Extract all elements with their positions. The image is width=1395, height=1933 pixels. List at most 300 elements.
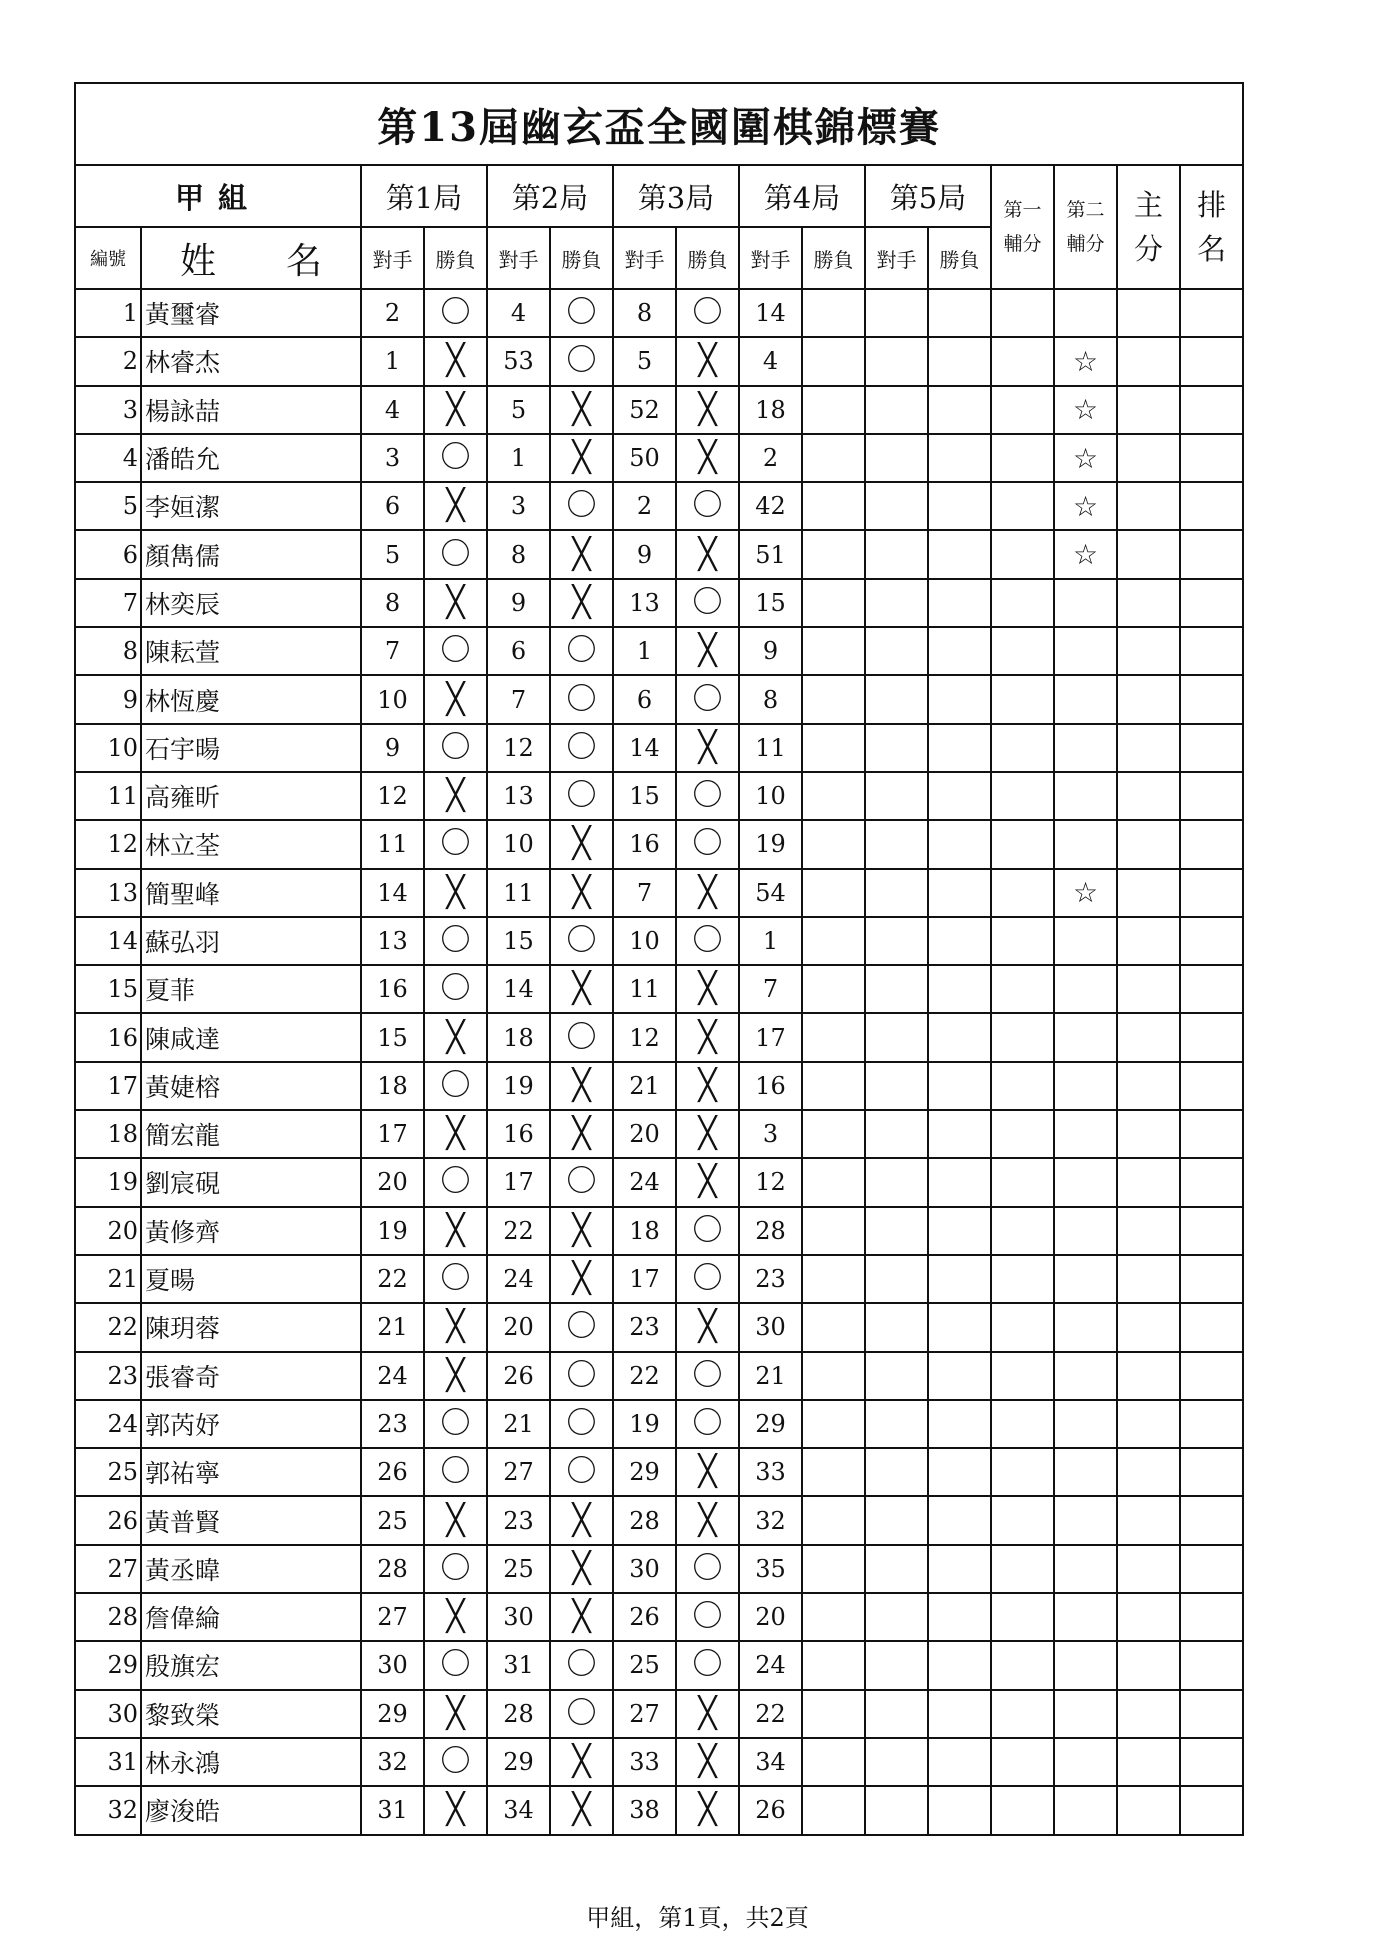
opponent-cell: 8 — [361, 579, 424, 627]
result-cell: 〇 — [676, 772, 739, 820]
player-number: 13 — [75, 869, 141, 917]
main-score-cell — [1117, 1400, 1180, 1448]
tiebreak-2-cell — [1054, 724, 1117, 772]
opponent-cell: 34 — [739, 1738, 802, 1786]
opponent-cell: 16 — [613, 820, 676, 868]
main-score-cell — [1117, 675, 1180, 723]
rank-cell — [1180, 1400, 1243, 1448]
player-number: 4 — [75, 434, 141, 482]
opponent-cell: 7 — [739, 965, 802, 1013]
result-cell: 〇 — [424, 965, 487, 1013]
result-cell: 〇 — [550, 1641, 613, 1689]
result-cell: ╳ — [550, 530, 613, 578]
opponent-cell: 16 — [487, 1110, 550, 1158]
main-score-cell — [1117, 1786, 1180, 1834]
main-score-cell — [1117, 1303, 1180, 1351]
tiebreak-1-cell — [991, 627, 1054, 675]
tiebreak-2-cell — [1054, 1448, 1117, 1496]
result-cell — [928, 1207, 991, 1255]
opponent-cell: 34 — [487, 1786, 550, 1834]
tiebreak-2-cell — [1054, 1641, 1117, 1689]
result-cell: ╳ — [550, 965, 613, 1013]
opponent-cell — [865, 724, 928, 772]
player-number: 10 — [75, 724, 141, 772]
opponent-cell — [865, 1786, 928, 1834]
tiebreak-2-cell — [1054, 1593, 1117, 1641]
tiebreak-2-cell — [1054, 1786, 1117, 1834]
tiebreak-2-cell — [1054, 1352, 1117, 1400]
player-name: 簡聖峰 — [141, 869, 361, 917]
opponent-cell: 23 — [613, 1303, 676, 1351]
tiebreak-1-cell — [991, 1593, 1054, 1641]
main-score-cell — [1117, 434, 1180, 482]
result-cell — [802, 1303, 865, 1351]
opponent-cell — [865, 386, 928, 434]
result-cell: ╳ — [424, 869, 487, 917]
opponent-cell — [865, 1690, 928, 1738]
result-cell — [928, 1496, 991, 1544]
player-name: 林永鴻 — [141, 1738, 361, 1786]
opponent-cell: 26 — [739, 1786, 802, 1834]
opponent-header: 對手 — [361, 227, 424, 289]
opponent-cell: 27 — [613, 1690, 676, 1738]
player-name: 黎致榮 — [141, 1690, 361, 1738]
main-score-header: 主 分 — [1117, 165, 1180, 289]
opponent-cell: 12 — [487, 724, 550, 772]
player-number: 31 — [75, 1738, 141, 1786]
table-row — [75, 289, 1243, 337]
result-cell: 〇 — [424, 1158, 487, 1206]
round-5-header: 第5局 — [865, 165, 991, 227]
tiebreak-1-cell — [991, 1448, 1054, 1496]
player-name: 李姮潔 — [141, 482, 361, 530]
player-number: 29 — [75, 1641, 141, 1689]
result-cell: ╳ — [676, 1110, 739, 1158]
table-row — [75, 965, 1243, 1013]
player-number: 27 — [75, 1545, 141, 1593]
rank-cell — [1180, 434, 1243, 482]
main-score-cell — [1117, 1158, 1180, 1206]
result-cell — [928, 675, 991, 723]
result-cell: 〇 — [676, 675, 739, 723]
opponent-cell — [865, 1255, 928, 1303]
opponent-cell: 17 — [739, 1013, 802, 1061]
rank-cell — [1180, 917, 1243, 965]
opponent-cell: 13 — [613, 579, 676, 627]
opponent-cell — [865, 530, 928, 578]
tiebreak-1-cell — [991, 1641, 1054, 1689]
opponent-cell: 26 — [613, 1593, 676, 1641]
tiebreak-1-cell — [991, 820, 1054, 868]
tiebreak-1-cell — [991, 869, 1054, 917]
opponent-cell: 26 — [361, 1448, 424, 1496]
opponent-cell: 14 — [739, 289, 802, 337]
result-cell — [928, 1110, 991, 1158]
result-cell: ╳ — [550, 386, 613, 434]
player-name: 蘇弘羽 — [141, 917, 361, 965]
player-number: 20 — [75, 1207, 141, 1255]
opponent-cell: 22 — [613, 1352, 676, 1400]
result-cell: ╳ — [424, 1352, 487, 1400]
opponent-cell: 14 — [361, 869, 424, 917]
table-row — [75, 1400, 1243, 1448]
result-cell — [928, 965, 991, 1013]
tiebreak-1-cell — [991, 337, 1054, 385]
rank-cell — [1180, 1062, 1243, 1110]
result-cell: ╳ — [676, 1448, 739, 1496]
result-cell: 〇 — [424, 1062, 487, 1110]
table-row — [75, 1448, 1243, 1496]
opponent-cell: 50 — [613, 434, 676, 482]
tiebreak-2-cell — [1054, 579, 1117, 627]
result-cell — [802, 1158, 865, 1206]
opponent-cell: 31 — [361, 1786, 424, 1834]
result-cell: ╳ — [676, 386, 739, 434]
main-score-cell — [1117, 1207, 1180, 1255]
result-cell — [928, 1158, 991, 1206]
tiebreak-2-cell: ☆ — [1054, 482, 1117, 530]
opponent-cell: 7 — [361, 627, 424, 675]
opponent-cell — [865, 1062, 928, 1110]
result-header: 勝負 — [802, 227, 865, 289]
tiebreak-2-cell — [1054, 917, 1117, 965]
opponent-cell — [865, 869, 928, 917]
opponent-cell: 22 — [487, 1207, 550, 1255]
opponent-cell — [865, 772, 928, 820]
opponent-cell: 10 — [361, 675, 424, 723]
result-cell — [802, 1786, 865, 1834]
opponent-cell: 11 — [361, 820, 424, 868]
result-cell — [928, 1013, 991, 1061]
opponent-cell: 26 — [487, 1352, 550, 1400]
opponent-cell: 11 — [613, 965, 676, 1013]
opponent-cell: 20 — [613, 1110, 676, 1158]
tiebreak-1-cell — [991, 1496, 1054, 1544]
table-row — [75, 1496, 1243, 1544]
result-cell: 〇 — [550, 1352, 613, 1400]
opponent-cell: 19 — [739, 820, 802, 868]
result-cell — [928, 627, 991, 675]
opponent-cell: 7 — [613, 869, 676, 917]
table-row — [75, 1593, 1243, 1641]
rank-cell — [1180, 1738, 1243, 1786]
player-number: 24 — [75, 1400, 141, 1448]
opponent-header: 對手 — [739, 227, 802, 289]
opponent-cell — [865, 1303, 928, 1351]
opponent-cell: 25 — [361, 1496, 424, 1544]
result-cell: ╳ — [424, 1207, 487, 1255]
tiebreak-1-cell — [991, 965, 1054, 1013]
result-cell: 〇 — [550, 675, 613, 723]
table-row — [75, 434, 1243, 482]
tiebreak-2-cell — [1054, 1207, 1117, 1255]
tiebreak-1-cell — [991, 1400, 1054, 1448]
opponent-cell: 31 — [487, 1641, 550, 1689]
tiebreak-2-cell — [1054, 1255, 1117, 1303]
opponent-cell — [865, 675, 928, 723]
opponent-cell: 9 — [613, 530, 676, 578]
tiebreak-2-cell — [1054, 1013, 1117, 1061]
tiebreak-2-cell — [1054, 1303, 1117, 1351]
opponent-cell: 21 — [487, 1400, 550, 1448]
opponent-cell: 10 — [613, 917, 676, 965]
result-cell — [928, 1303, 991, 1351]
tiebreak-2-cell — [1054, 1690, 1117, 1738]
rank-cell — [1180, 1303, 1243, 1351]
opponent-cell: 2 — [613, 482, 676, 530]
result-cell — [928, 530, 991, 578]
table-row — [75, 1641, 1243, 1689]
opponent-cell: 8 — [739, 675, 802, 723]
rank-cell — [1180, 1641, 1243, 1689]
rank-cell — [1180, 772, 1243, 820]
player-name: 黃璽睿 — [141, 289, 361, 337]
result-cell — [928, 1062, 991, 1110]
result-cell — [802, 482, 865, 530]
result-cell — [802, 1110, 865, 1158]
tiebreak-2-cell: ☆ — [1054, 530, 1117, 578]
result-cell: 〇 — [550, 1303, 613, 1351]
result-cell: 〇 — [424, 627, 487, 675]
round-2-header: 第2局 — [487, 165, 613, 227]
result-cell — [802, 337, 865, 385]
tiebreak-2-cell: ☆ — [1054, 869, 1117, 917]
result-cell: 〇 — [550, 1448, 613, 1496]
result-cell: ╳ — [676, 1496, 739, 1544]
result-cell — [928, 1255, 991, 1303]
table-row — [75, 627, 1243, 675]
result-cell: 〇 — [676, 482, 739, 530]
table-row — [75, 530, 1243, 578]
main-score-cell — [1117, 1545, 1180, 1593]
opponent-cell — [865, 965, 928, 1013]
main-score-cell — [1117, 724, 1180, 772]
result-cell — [802, 965, 865, 1013]
player-name: 楊詠喆 — [141, 386, 361, 434]
opponent-cell: 29 — [739, 1400, 802, 1448]
tournament-title: 第13屆幽玄盃全國圍棋錦標賽 — [75, 83, 1243, 165]
result-cell: ╳ — [424, 337, 487, 385]
opponent-cell: 32 — [739, 1496, 802, 1544]
opponent-cell: 15 — [487, 917, 550, 965]
tiebreak-1-cell — [991, 1110, 1054, 1158]
opponent-cell: 2 — [361, 289, 424, 337]
rank-cell — [1180, 1690, 1243, 1738]
opponent-cell: 5 — [613, 337, 676, 385]
opponent-cell: 16 — [361, 965, 424, 1013]
opponent-cell: 15 — [361, 1013, 424, 1061]
opponent-cell: 21 — [739, 1352, 802, 1400]
player-rows — [75, 289, 1243, 1835]
group-label: 甲組 — [75, 165, 361, 227]
table-row — [75, 1786, 1243, 1834]
opponent-cell: 52 — [613, 386, 676, 434]
player-name: 夏暘 — [141, 1255, 361, 1303]
tiebreak-1-cell — [991, 1352, 1054, 1400]
result-cell: ╳ — [424, 386, 487, 434]
opponent-cell: 9 — [361, 724, 424, 772]
result-cell — [928, 772, 991, 820]
main-score-cell — [1117, 386, 1180, 434]
opponent-cell: 32 — [361, 1738, 424, 1786]
opponent-cell: 22 — [739, 1690, 802, 1738]
opponent-cell: 18 — [613, 1207, 676, 1255]
player-number: 2 — [75, 337, 141, 385]
table-row — [75, 724, 1243, 772]
tiebreak-2-cell — [1054, 1158, 1117, 1206]
player-number: 6 — [75, 530, 141, 578]
player-name: 林恆慶 — [141, 675, 361, 723]
result-cell: 〇 — [424, 530, 487, 578]
opponent-cell — [865, 579, 928, 627]
player-name: 夏菲 — [141, 965, 361, 1013]
main-score-cell — [1117, 965, 1180, 1013]
player-name: 潘皓允 — [141, 434, 361, 482]
result-cell — [802, 1738, 865, 1786]
table-row — [75, 1013, 1243, 1061]
tiebreak-2-cell — [1054, 1545, 1117, 1593]
result-cell — [928, 337, 991, 385]
tiebreak-1-cell — [991, 1690, 1054, 1738]
opponent-cell: 19 — [487, 1062, 550, 1110]
opponent-header: 對手 — [613, 227, 676, 289]
result-cell: 〇 — [550, 627, 613, 675]
opponent-cell: 5 — [487, 386, 550, 434]
player-name: 簡宏龍 — [141, 1110, 361, 1158]
player-name: 顏雋儒 — [141, 530, 361, 578]
player-number: 32 — [75, 1786, 141, 1834]
result-cell — [928, 1786, 991, 1834]
result-cell — [928, 1400, 991, 1448]
result-cell — [802, 772, 865, 820]
opponent-cell: 4 — [739, 337, 802, 385]
player-number: 28 — [75, 1593, 141, 1641]
opponent-cell: 20 — [487, 1303, 550, 1351]
result-cell — [928, 579, 991, 627]
rank-cell — [1180, 579, 1243, 627]
opponent-cell: 3 — [361, 434, 424, 482]
result-cell — [802, 1062, 865, 1110]
opponent-cell: 3 — [487, 482, 550, 530]
opponent-cell — [865, 627, 928, 675]
tiebreak-2-cell — [1054, 965, 1117, 1013]
result-cell: 〇 — [550, 772, 613, 820]
table-row — [75, 1545, 1243, 1593]
result-cell — [928, 1738, 991, 1786]
table-row — [75, 482, 1243, 530]
main-score-cell — [1117, 1496, 1180, 1544]
tiebreak-1-cell — [991, 917, 1054, 965]
player-number: 14 — [75, 917, 141, 965]
tiebreak-1-cell — [991, 530, 1054, 578]
result-cell — [802, 724, 865, 772]
opponent-cell: 27 — [361, 1593, 424, 1641]
result-cell: ╳ — [424, 1496, 487, 1544]
opponent-cell: 9 — [487, 579, 550, 627]
player-name: 黃婕榕 — [141, 1062, 361, 1110]
result-cell: ╳ — [550, 820, 613, 868]
tiebreak-1-cell — [991, 1207, 1054, 1255]
result-cell: ╳ — [676, 1062, 739, 1110]
player-number: 22 — [75, 1303, 141, 1351]
result-cell: 〇 — [676, 1545, 739, 1593]
rank-cell — [1180, 337, 1243, 385]
result-cell: 〇 — [424, 434, 487, 482]
result-cell — [802, 434, 865, 482]
opponent-cell: 24 — [739, 1641, 802, 1689]
result-cell: 〇 — [424, 1255, 487, 1303]
main-score-cell — [1117, 482, 1180, 530]
result-cell: ╳ — [550, 1255, 613, 1303]
name-header: 姓 名 — [141, 227, 361, 289]
result-cell — [802, 1352, 865, 1400]
result-cell: 〇 — [550, 1400, 613, 1448]
result-cell: ╳ — [676, 965, 739, 1013]
player-number: 16 — [75, 1013, 141, 1061]
result-cell — [802, 1641, 865, 1689]
result-cell — [802, 1690, 865, 1738]
opponent-cell: 24 — [613, 1158, 676, 1206]
opponent-cell: 20 — [739, 1593, 802, 1641]
tiebreak-1-header: 第一 輔分 — [991, 165, 1054, 289]
result-cell: 〇 — [676, 917, 739, 965]
player-number: 17 — [75, 1062, 141, 1110]
opponent-cell: 33 — [613, 1738, 676, 1786]
opponent-cell: 10 — [739, 772, 802, 820]
result-cell: ╳ — [676, 530, 739, 578]
tiebreak-1-cell — [991, 1786, 1054, 1834]
main-score-cell — [1117, 869, 1180, 917]
result-cell — [928, 820, 991, 868]
opponent-cell: 15 — [739, 579, 802, 627]
result-cell — [802, 820, 865, 868]
opponent-header: 對手 — [865, 227, 928, 289]
result-cell — [928, 1593, 991, 1641]
opponent-cell: 8 — [487, 530, 550, 578]
opponent-cell: 28 — [613, 1496, 676, 1544]
opponent-cell: 21 — [613, 1062, 676, 1110]
opponent-cell: 28 — [739, 1207, 802, 1255]
tiebreak-2-header: 第二 輔分 — [1054, 165, 1117, 289]
result-cell — [928, 1690, 991, 1738]
opponent-cell: 4 — [487, 289, 550, 337]
result-cell: ╳ — [676, 1738, 739, 1786]
result-cell: ╳ — [676, 1303, 739, 1351]
main-score-cell — [1117, 337, 1180, 385]
result-cell — [802, 1448, 865, 1496]
result-cell: ╳ — [550, 1496, 613, 1544]
player-number: 1 — [75, 289, 141, 337]
table-row — [75, 1110, 1243, 1158]
result-cell: 〇 — [424, 289, 487, 337]
tiebreak-1-cell — [991, 1255, 1054, 1303]
result-cell — [802, 579, 865, 627]
opponent-cell — [865, 917, 928, 965]
result-cell: ╳ — [550, 1110, 613, 1158]
opponent-cell: 20 — [361, 1158, 424, 1206]
result-cell: ╳ — [424, 1303, 487, 1351]
player-number: 7 — [75, 579, 141, 627]
main-score-cell — [1117, 1062, 1180, 1110]
result-cell: 〇 — [676, 1255, 739, 1303]
player-name: 詹偉綸 — [141, 1593, 361, 1641]
opponent-cell: 9 — [739, 627, 802, 675]
result-cell: ╳ — [424, 675, 487, 723]
rank-cell — [1180, 530, 1243, 578]
player-number: 8 — [75, 627, 141, 675]
result-header: 勝負 — [424, 227, 487, 289]
rank-cell — [1180, 965, 1243, 1013]
